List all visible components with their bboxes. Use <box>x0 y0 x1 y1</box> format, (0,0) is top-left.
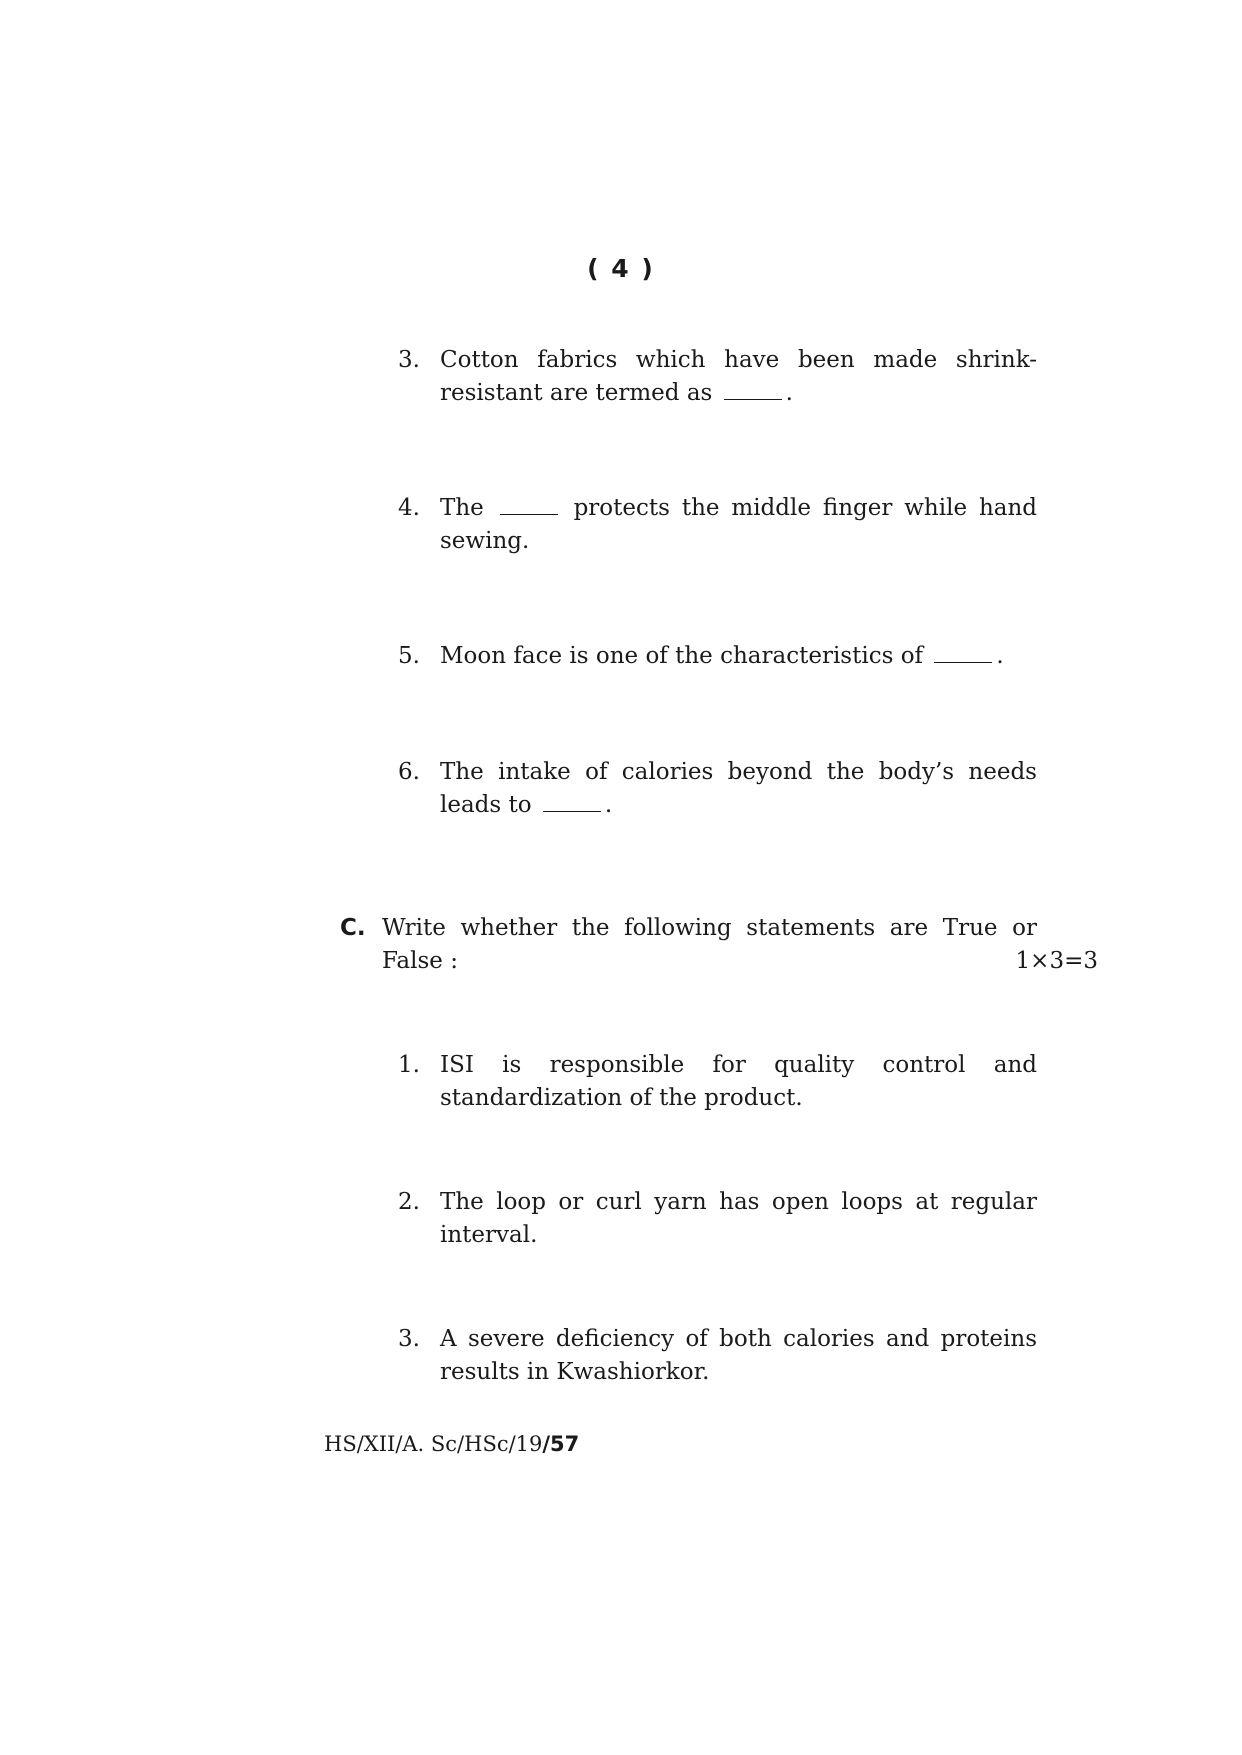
question-text-after: . <box>996 643 1004 669</box>
question-c-1 <box>398 1049 1037 1115</box>
question-number: 3. <box>398 347 420 373</box>
question-c-2 <box>398 1186 1037 1252</box>
section-instruction: Write whether the following statements are True or False : <box>382 915 1037 974</box>
section-letter: C. <box>340 915 366 941</box>
question-text-before: The intake of calories beyond the body’s needs leads to <box>440 759 1037 818</box>
section-marks: 1×3=3 <box>1015 948 1098 974</box>
question-text-before: Cotton fabrics which have been made shrink-resistant are termed as <box>440 347 1037 406</box>
answer-blank <box>934 642 992 663</box>
question-text <box>440 492 1037 558</box>
question-text-before: The <box>440 495 484 521</box>
answer-blank <box>724 379 782 400</box>
question-text-after: protects the middle finger while hand sewing. <box>440 495 1038 554</box>
question-text <box>440 640 1037 673</box>
question-text-before: Moon face is one of the characteristics of <box>440 643 924 669</box>
question-b-5 <box>398 640 1037 673</box>
question-text: A severe deficiency of both calories and proteins results in Kwashiorkor. <box>440 1326 1037 1385</box>
paper-code <box>324 1432 579 1456</box>
question-number: 4. <box>398 495 420 521</box>
question-number: 1. <box>398 1052 420 1078</box>
question-b-3 <box>398 344 1037 410</box>
question-number: 6. <box>398 759 420 785</box>
question-text <box>440 756 1037 822</box>
question-b-6 <box>398 756 1037 822</box>
answer-blank <box>500 494 558 515</box>
question-text-after: . <box>604 792 613 818</box>
page-number: ( 4 ) <box>587 254 655 283</box>
paper-code-text: HS/XII/A. Sc/HSc/19 <box>324 1432 543 1456</box>
paper-code-number: /57 <box>542 1432 580 1456</box>
question-number: 2. <box>398 1189 420 1215</box>
question-text <box>440 344 1037 410</box>
question-c-3 <box>398 1323 1037 1389</box>
section-c <box>340 912 1098 978</box>
question-b-4 <box>398 492 1037 558</box>
question-text: ISI is responsible for quality control and standardization of the product. <box>440 1052 1037 1111</box>
question-number: 3. <box>398 1326 420 1352</box>
answer-blank <box>543 791 601 812</box>
question-text-after: . <box>785 380 793 406</box>
question-number: 5. <box>398 643 420 669</box>
question-text: The loop or curl yarn has open loops at regular interval. <box>440 1189 1037 1248</box>
